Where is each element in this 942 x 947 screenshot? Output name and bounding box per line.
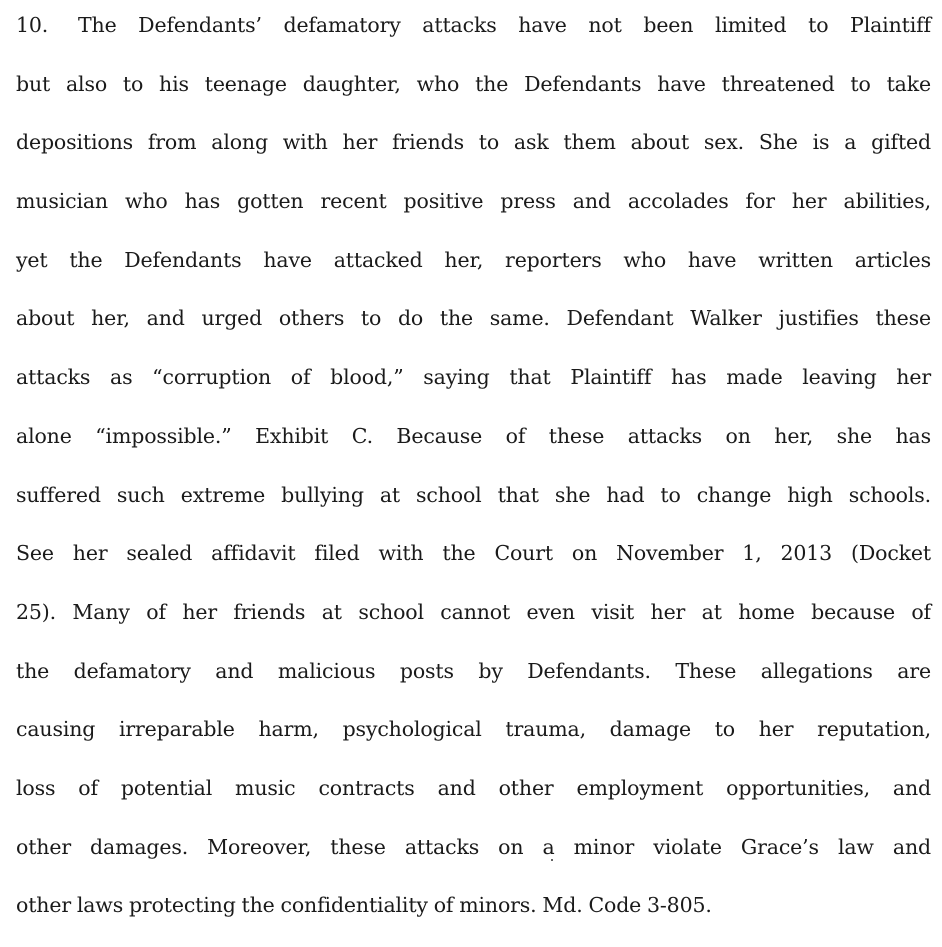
scan-speck (551, 859, 553, 861)
paragraph-line-12: the defamatory and malicious posts by Defendants. These allegations are (16, 658, 931, 683)
paragraph-line-10: See her sealed affidavit filed with the Court on November 1, 2013 (Docket (16, 541, 931, 566)
paragraph-line-6: about her, and urged others to do the same. Defendant Walker justifies these (16, 306, 931, 331)
paragraph-10 (16, 8, 931, 947)
paragraph-line-2: but also to his teenage daughter, who the Defendants have threatened to take (16, 71, 931, 96)
paragraph-line-13: causing irreparable harm, psychological trauma, damage to her reputation, (16, 717, 931, 742)
paragraph-line-15: other damages. Moreover, these attacks on a minor violate Grace’s law and (16, 834, 931, 859)
paragraph-line-9: suffered such extreme bullying at school that she had to change high schools. (16, 482, 931, 507)
paragraph-line-16: other laws protecting the confidentiality of minors. Md. Code 3-805. (16, 893, 712, 918)
paragraph-number: 10. (16, 13, 49, 37)
paragraph-line-1 (16, 8, 931, 67)
paragraph-line-3: depositions from along with her friends to ask them about sex. She is a gifted (16, 130, 931, 155)
paragraph-line-8: alone “impossible.” Exhibit C. Because of these attacks on her, she has (16, 423, 931, 448)
paragraph-line-1-text: The Defendants’ defamatory attacks have not been limited to Plaintiff (78, 13, 931, 37)
paragraph-line-14: loss of potential music contracts and other employment opportunities, and (16, 775, 931, 800)
paragraph-line-4: musician who has gotten recent positive press and accolades for her abilities, (16, 189, 931, 214)
paragraph-line-5: yet the Defendants have attacked her, reporters who have written articles (16, 247, 931, 272)
paragraph-line-11: 25). Many of her friends at school cannot even visit her at home because of (16, 599, 931, 624)
paragraph-line-7: attacks as “corruption of blood,” saying that Plaintiff has made leaving her (16, 365, 931, 390)
